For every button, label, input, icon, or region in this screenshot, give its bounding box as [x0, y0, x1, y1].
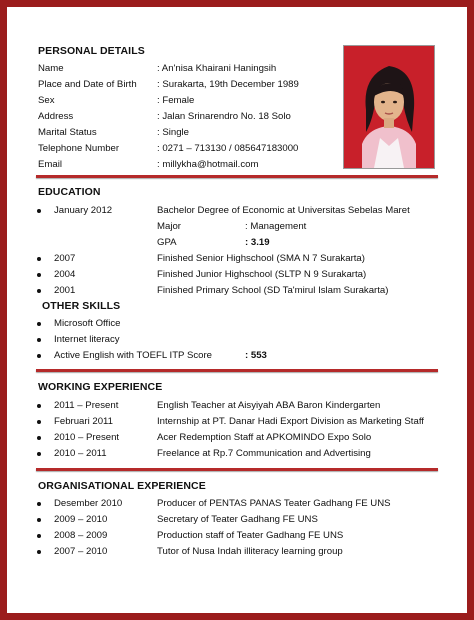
org-desc: Production staff of Teater Gadhang FE UNS	[157, 530, 344, 541]
education-desc: Finished Senior Highschool (SMA N 7 Surakarta)	[157, 253, 365, 264]
section-divider	[36, 369, 438, 372]
personal-label: Sex	[38, 95, 55, 106]
skill-label: Internet literacy	[54, 334, 120, 345]
major-value: : Management	[245, 221, 307, 232]
portrait-photo-icon	[343, 45, 435, 169]
personal-label: Name	[38, 63, 64, 74]
education-desc: Finished Junior Highschool (SLTP N 9 Surakarta)	[157, 269, 367, 280]
personal-value: : Female	[157, 95, 195, 106]
personal-label: Address	[38, 111, 74, 122]
personal-value: : 0271 – 713130 / 085647183000	[157, 143, 299, 154]
work-desc: English Teacher at Aisyiyah ABA Baron Kindergarten	[157, 400, 381, 411]
education-year: 2001	[54, 285, 76, 296]
personal-label: Marital Status	[38, 127, 97, 138]
personal-value: : millykha@hotmail.com	[157, 159, 259, 170]
personal-value: : Single	[157, 127, 189, 138]
bullet-icon	[37, 322, 41, 326]
bullet-icon	[37, 273, 41, 277]
education-year: 2007	[54, 253, 76, 264]
education-desc: Finished Primary School (SD Ta'mirul Islam Surakarta)	[157, 285, 389, 296]
personal-value: : Surakarta, 19th December 1989	[157, 79, 299, 90]
bullet-icon	[37, 209, 41, 213]
work-period: 2011 – Present	[54, 400, 119, 411]
org-period: 2007 – 2010	[54, 546, 108, 557]
bullet-icon	[37, 420, 41, 424]
skill-label: Active English with TOEFL ITP Score	[54, 350, 213, 361]
bullet-icon	[37, 354, 41, 358]
education-heading: EDUCATION	[38, 186, 101, 198]
org-period: 2009 – 2010	[54, 514, 108, 525]
section-divider	[36, 468, 438, 471]
personal-label: Email	[38, 159, 62, 170]
work-desc: Freelance at Rp.7 Communication and Advertising	[157, 448, 371, 459]
work-period: 2010 – Present	[54, 432, 120, 443]
org-desc: Producer of PENTAS PANAS Teater Gadhang FE UNS	[157, 498, 391, 509]
portrait-drawing	[344, 46, 434, 168]
personal-details-heading: PERSONAL DETAILS	[38, 45, 145, 57]
bullet-icon	[37, 289, 41, 293]
other-skills-heading: OTHER SKILLS	[42, 300, 121, 312]
personal-value: : An'nisa Khairani Haningsih	[157, 63, 277, 74]
personal-label: Place and Date of Birth	[38, 79, 137, 90]
gpa-label: GPA	[157, 237, 177, 248]
org-desc: Secretary of Teater Gadhang FE UNS	[157, 514, 318, 525]
bullet-icon	[37, 518, 41, 522]
bullet-icon	[37, 452, 41, 456]
bullet-icon	[37, 338, 41, 342]
bullet-icon	[37, 404, 41, 408]
personal-label: Telephone Number	[38, 143, 120, 154]
education-desc: Bachelor Degree of Economic at Universitas Sebelas Maret	[157, 205, 410, 216]
org-desc: Tutor of Nusa Indah illiteracy learning group	[157, 546, 343, 557]
org-period: Desember 2010	[54, 498, 123, 509]
work-desc: Internship at PT. Danar Hadi Export Division as Marketing Staff	[157, 416, 424, 427]
bullet-icon	[37, 550, 41, 554]
bullet-icon	[37, 257, 41, 261]
skill-label: Microsoft Office	[54, 318, 121, 329]
organisational-experience-heading: ORGANISATIONAL EXPERIENCE	[38, 480, 206, 492]
work-period: Februari 2011	[54, 416, 114, 427]
gpa-value: : 3.19	[245, 237, 270, 248]
major-label: Major	[157, 221, 181, 232]
working-experience-heading: WORKING EXPERIENCE	[38, 381, 163, 393]
work-period: 2010 – 2011	[54, 448, 107, 459]
education-year: January 2012	[54, 205, 113, 216]
section-divider	[36, 175, 438, 178]
toefl-score: : 553	[245, 350, 267, 361]
work-desc: Acer Redemption Staff at APKOMINDO Expo Solo	[157, 432, 372, 443]
personal-value: : Jalan Srinarendro No. 18 Solo	[157, 111, 291, 122]
bullet-icon	[37, 534, 41, 538]
org-period: 2008 – 2009	[54, 530, 108, 541]
bullet-icon	[37, 436, 41, 440]
education-year: 2004	[54, 269, 76, 280]
bullet-icon	[37, 502, 41, 506]
